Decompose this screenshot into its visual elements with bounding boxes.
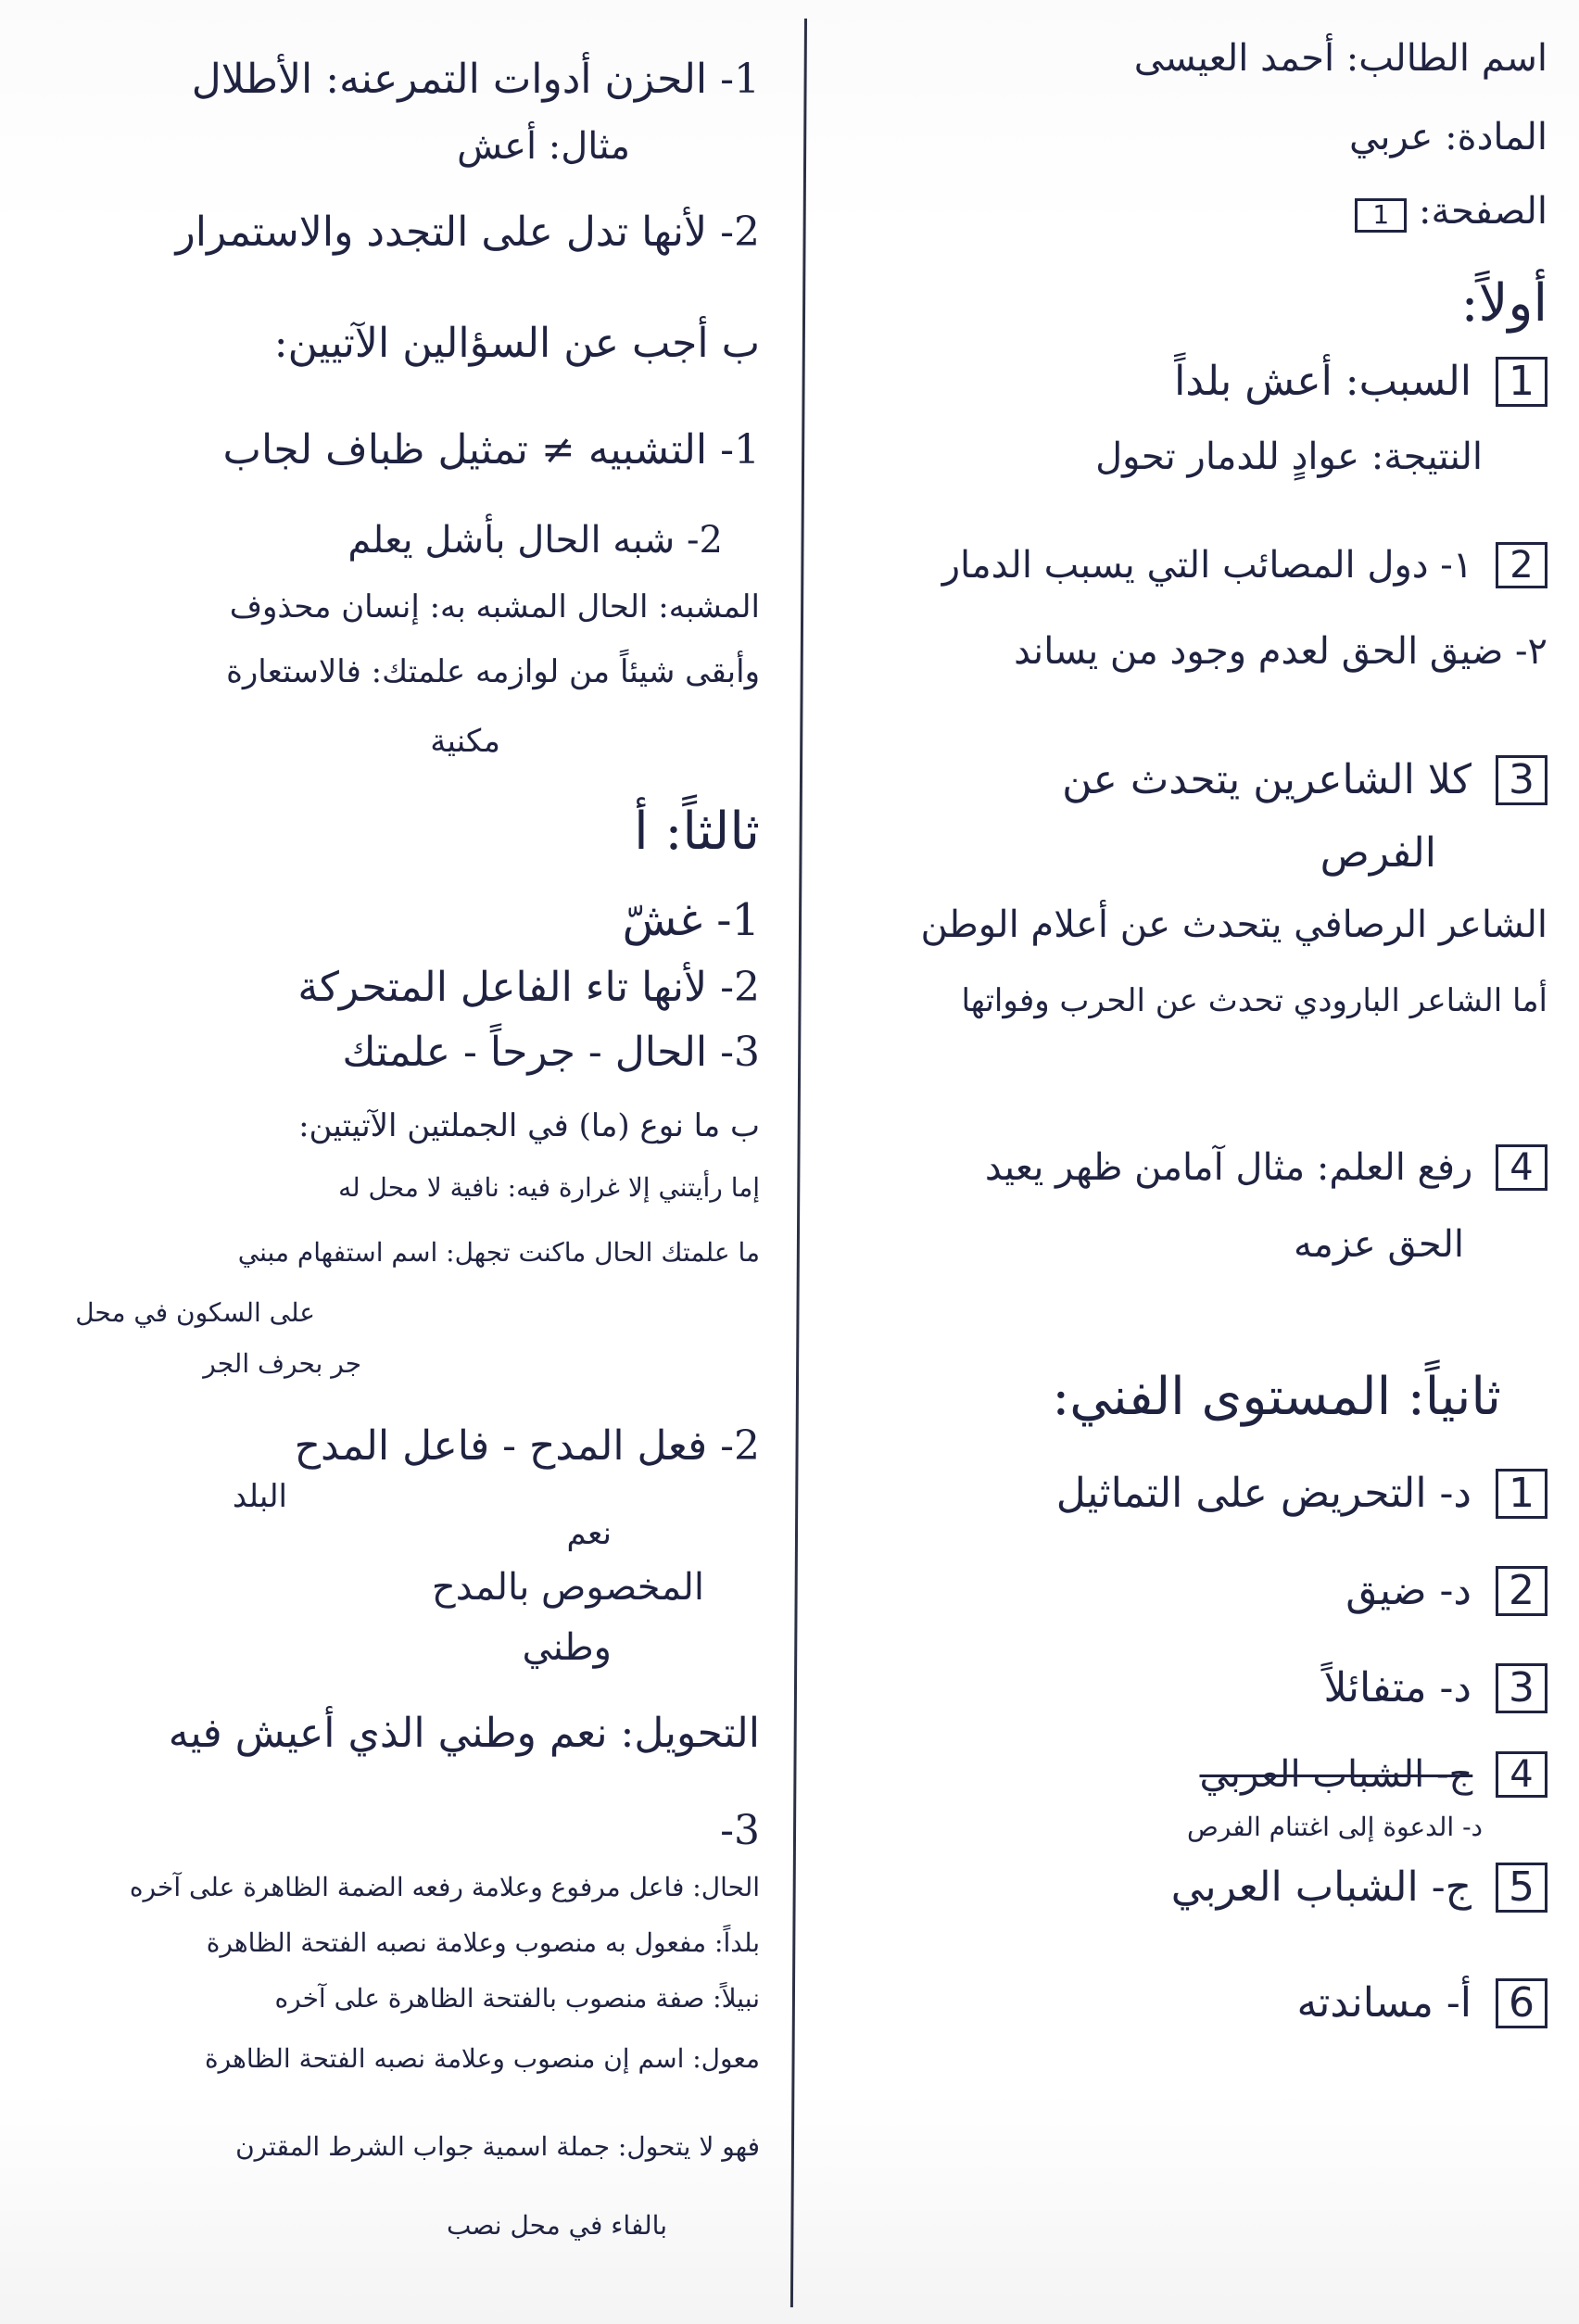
- mcq-row: [1171, 1863, 1547, 1913]
- mcq-number-box: 5: [1496, 1863, 1547, 1913]
- q3-number-box: 3: [1496, 755, 1547, 805]
- i3-number: 3-: [720, 1807, 760, 1854]
- tc-line: نعم: [566, 1515, 612, 1552]
- mcq-answer: أ- مساندته: [1296, 1979, 1472, 2027]
- q2-line1: [942, 542, 1547, 588]
- parsing-line: الحال: فاعل مرفوع وعلامة رفعه الضمة الظاهرة على آخره: [129, 1872, 760, 1902]
- question-b2-heading: ب ما نوع (ما) في الجملتين الآتيتين:: [298, 1107, 760, 1144]
- tb-line: إما رأيتني إلا غرارة فيه: نافية لا محل له: [338, 1172, 760, 1203]
- q2-number-box: 2: [1496, 542, 1547, 588]
- qb2-detail: مكنية: [430, 723, 500, 760]
- page-number-box: 1: [1355, 198, 1407, 233]
- q3-text: كلا الشاعرين يتحدث عن: [1062, 756, 1472, 803]
- parsing-line: نبيلاً: صفة منصوب بالفتحة الظاهرة على آخره: [274, 1983, 760, 2014]
- tb-line: ما علمتك الحال ماكنت تجهل: اسم استفهام مبني: [237, 1237, 760, 1268]
- parsing-line: فهو لا يتحول: جملة اسمية جواب الشرط المقترن: [235, 2131, 760, 2162]
- tb-line: على السكون في محل: [75, 1297, 315, 1328]
- mcq-number-box: 1: [1496, 1469, 1547, 1519]
- right-column: [815, 0, 1575, 2324]
- mcq-answer: د- متفائلاً: [1323, 1664, 1472, 1711]
- qb2-detail: وأبقى شيئاً من لوازمه علمتك: فالاستعارة: [226, 653, 760, 690]
- mcq-correction: د- الدعوة إلى اغتنام الفرص: [1187, 1812, 1483, 1842]
- q2-text: ١- دول المصائب التي يسبب الدمار: [941, 544, 1473, 587]
- q4-text: رفع العلم: مثال آمامن ظهر يعيد: [984, 1146, 1473, 1189]
- t1-line: 1- غشّ: [622, 894, 760, 946]
- tc-line: المخصوص بالمدح: [431, 1566, 704, 1609]
- section-two-heading: ثانياً: المستوى الفني:: [1052, 1367, 1501, 1427]
- mcq-number-box: 6: [1496, 1978, 1547, 2028]
- tc-line: 2- فعل المدح - فاعل المدح: [294, 1422, 760, 1470]
- subject: المادة: عربي: [1349, 116, 1547, 158]
- q3-line1: [1062, 755, 1547, 805]
- t3-line: 3- الحال - جرحاً - علمتك: [342, 1029, 760, 1076]
- page-label: الصفحة:: [1419, 190, 1547, 233]
- conversion-line: التحويل: نعم وطني الذي أعيش فيه: [168, 1710, 760, 1757]
- mcq-row: [1324, 1663, 1547, 1713]
- parsing-line: معول: اسم إن منصوب وعلامة نصبه الفتحة الظاهرة: [204, 2043, 760, 2074]
- q2-line2: ٢- ضيق الحق لعدم وجود من يساند: [1014, 630, 1547, 673]
- qb2-detail: المشبه: الحال المشبه به: إنسان محذوف: [229, 588, 760, 625]
- q1-line1: [1174, 357, 1547, 407]
- poets-line1: الشاعر الرصافي يتحدث عن أعلام الوطن: [920, 903, 1547, 946]
- mcq-number-box: 3: [1496, 1663, 1547, 1713]
- b1-example: مثال: أعش: [457, 125, 630, 168]
- q4-number-box: 4: [1496, 1144, 1547, 1191]
- q4-line2: الحق عزمه: [1293, 1223, 1464, 1266]
- mcq-row: [1345, 1566, 1547, 1616]
- parsing-line: بلداً: مفعول به منصوب وعلامة نصبه الفتحة الظاهرة: [206, 1927, 760, 1958]
- t2-line: 2- لأنها تاء الفاعل المتحركة: [297, 964, 760, 1011]
- qb1-line: 1- التشبيه ≠ تمثيل ظباف لجاب: [222, 426, 760, 474]
- q4-line1: [985, 1144, 1547, 1191]
- b2-line: 2- لأنها تدل على التجدد والاستمرار: [175, 208, 760, 256]
- tc-line: وطني: [522, 1626, 612, 1669]
- left-column: [19, 0, 778, 2324]
- tc-line: البلد: [232, 1478, 287, 1515]
- tb-line: جر بحرف الجر: [203, 1348, 361, 1379]
- q1-text: السبب: أعش بلداً: [1174, 358, 1472, 405]
- mcq-number-box: 2: [1496, 1566, 1547, 1616]
- mcq-struck-answer: ج- الشباب العربي: [1199, 1753, 1473, 1796]
- q1-number-box: 1: [1496, 357, 1547, 407]
- mcq-answer: د- التحريض على التماثيل: [1055, 1470, 1472, 1517]
- parsing-line: بالفاء في محل نصب: [447, 2210, 667, 2241]
- mcq-number-box: 4: [1496, 1751, 1547, 1798]
- section-three-heading: ثالثاً: أ: [634, 802, 760, 862]
- q3-line2: الفرص: [1320, 829, 1436, 877]
- mcq-answer: د- ضيق: [1345, 1567, 1472, 1614]
- mcq-row: [1056, 1469, 1547, 1519]
- page-indicator: [1344, 190, 1547, 233]
- b1-line: 1- الحزن أدوات التمرعنه: الأطلال: [191, 56, 760, 103]
- mcq-row: [1297, 1978, 1547, 2028]
- section-one-heading: أولاً:: [1460, 273, 1547, 334]
- poets-line2: أما الشاعر البارودي تحدث عن الحرب وفواتها: [961, 982, 1547, 1019]
- mcq-row: [1199, 1751, 1547, 1798]
- qb2-line: 2- شبه الحال بأشل يعلم: [347, 519, 723, 562]
- q1-line2: النتيجة: عوادٍ للدمار تحول: [1095, 436, 1483, 478]
- student-name: اسم الطالب: أحمد العيسى: [1133, 37, 1547, 80]
- mcq-answer: ج- الشباب العربي: [1170, 1863, 1472, 1911]
- question-b-heading: ب أجب عن السؤالين الآتيين:: [273, 320, 760, 367]
